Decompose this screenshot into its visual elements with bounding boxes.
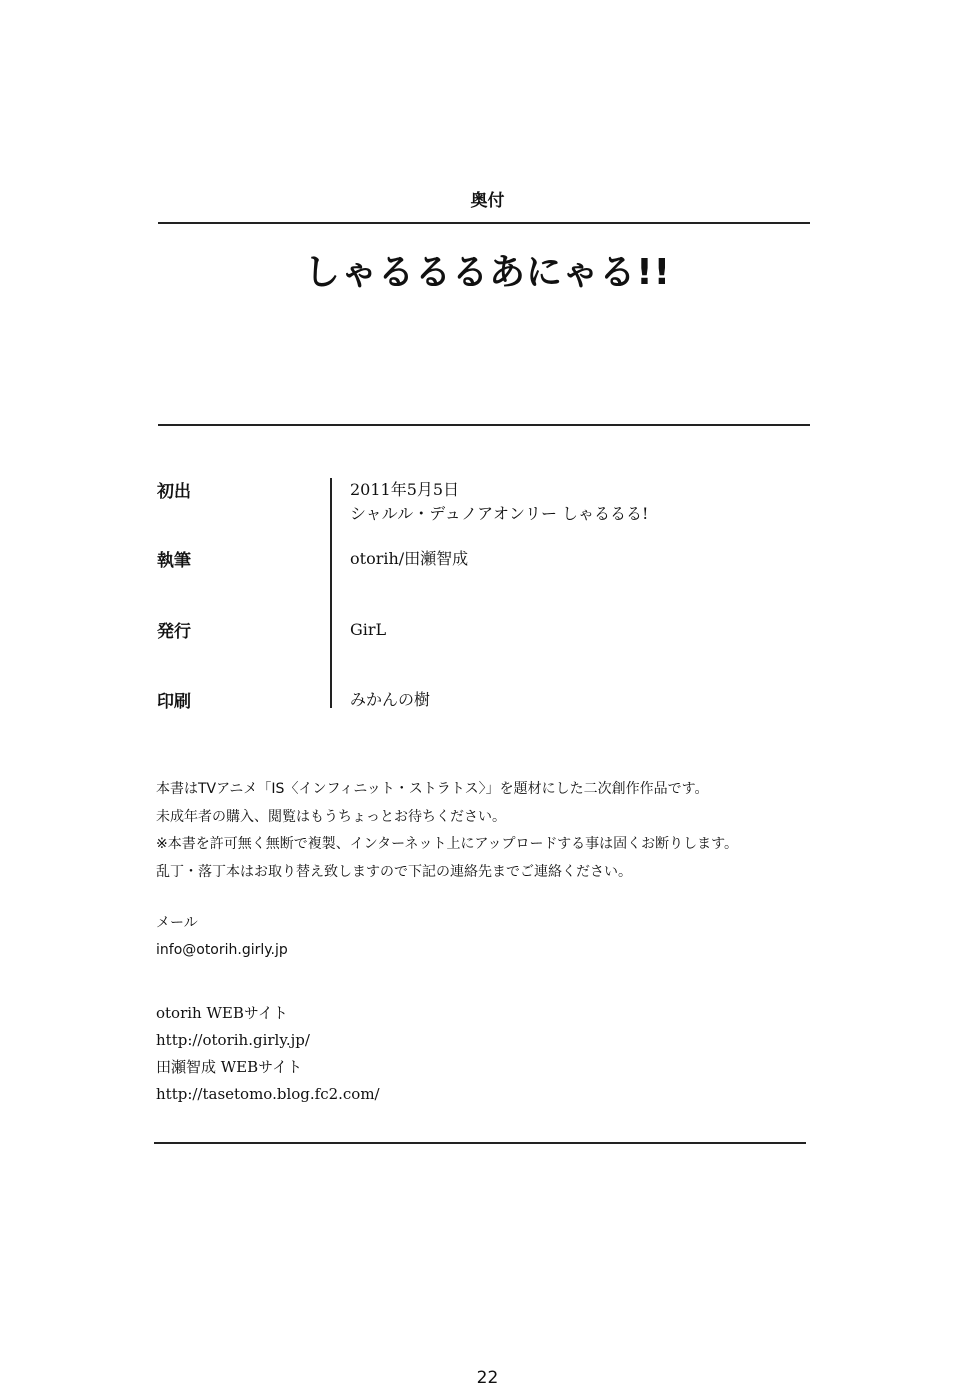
colophon-heading: 奥付 <box>470 191 505 211</box>
label-printer: 印刷 <box>157 692 191 712</box>
page-number: 22 <box>476 1368 499 1388</box>
mail-address[interactable]: info@otorih.girly.jp <box>156 942 288 958</box>
value-author: otorih/田瀬智成 <box>350 549 469 568</box>
value-date: 2011年5月5日 <box>350 480 460 499</box>
value-printer: みかんの樹 <box>350 690 431 709</box>
website-label-otorih: otorih WEBサイト <box>156 1004 288 1022</box>
website-label-tasetomo: 田瀬智成 WEBサイト <box>156 1058 303 1076</box>
value-event: シャルル・デュノアオンリー しゃるるる! <box>350 504 649 523</box>
website-url-otorih[interactable]: http://otorih.girly.jp/ <box>156 1031 310 1049</box>
label-author: 執筆 <box>157 551 191 571</box>
mail-block <box>156 910 288 964</box>
mail-label: メール <box>156 915 198 931</box>
website-url-tasetomo[interactable]: http://tasetomo.blog.fc2.com/ <box>156 1085 380 1103</box>
note-line: ※本書を許可無く無断で複製、インターネット上にアップロードする事は固くお断りします。 <box>156 836 738 852</box>
websites-block <box>156 1000 380 1108</box>
title-divider <box>158 424 810 426</box>
table-divider <box>330 478 332 708</box>
label-publisher: 発行 <box>157 622 191 642</box>
top-divider <box>158 222 810 224</box>
note-line: 本書はTVアニメ「IS〈インフィニット・ストラトス〉」を題材にした二次創作作品です。 <box>156 781 709 797</box>
value-first-published <box>350 478 648 526</box>
note-line: 乱丁・落丁本はお取り替え致しますので下記の連絡先までご連絡ください。 <box>156 863 632 880</box>
value-publisher: GirL <box>350 620 387 639</box>
note-line: 未成年者の購入、閲覧はもうちょっとお待ちください。 <box>156 808 506 825</box>
book-title: しゃるるるあにゃる!! <box>303 252 672 293</box>
label-first-published: 初出 <box>157 482 191 502</box>
notes-block <box>156 776 738 886</box>
bottom-divider <box>154 1142 806 1144</box>
